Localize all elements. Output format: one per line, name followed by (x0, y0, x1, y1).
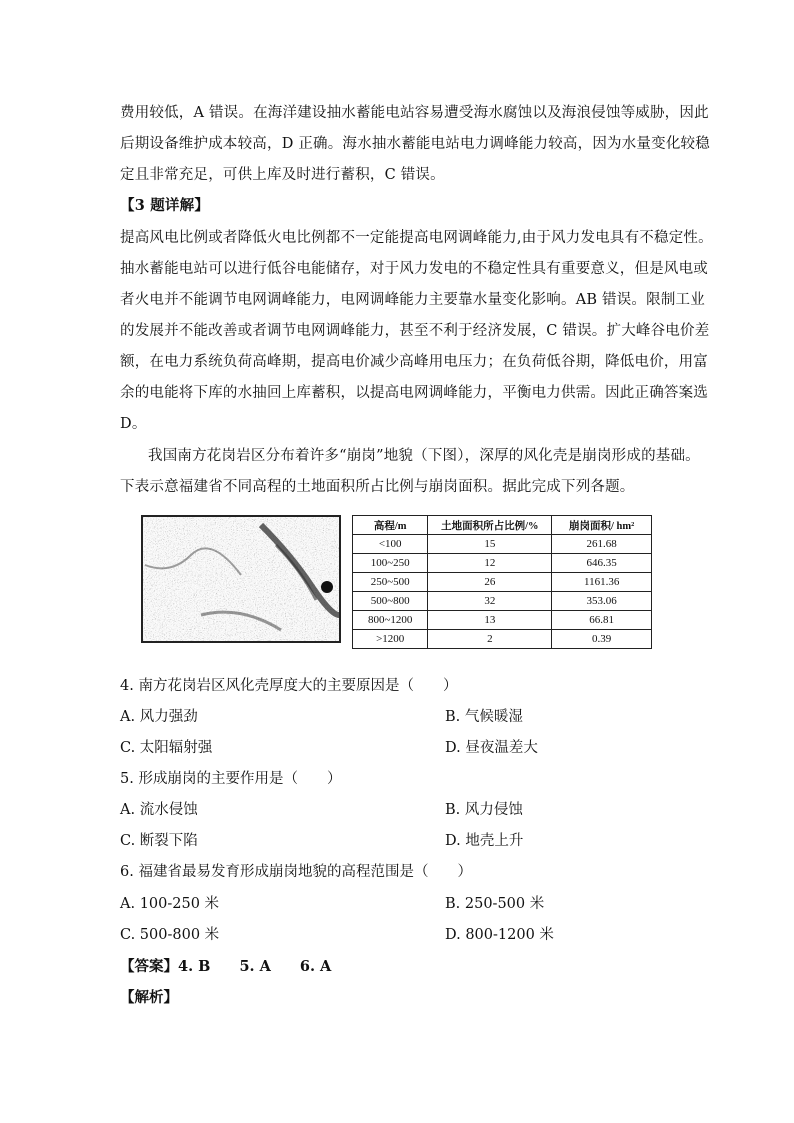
question-4-stem: 4. 南方花岗岩区风化壳厚度大的主要原因是（ ） (120, 678, 458, 694)
question-4-option-d[interactable]: D. 昼夜温差大 (445, 740, 538, 756)
intro-line-1: 费用较低，A 错误。在海洋建设抽水蓄能电站容易遭受海水腐蚀以及海浪侵蚀等威胁，因此 (120, 105, 709, 121)
question-5-option-a[interactable]: A. 流水侵蚀 (120, 802, 198, 818)
q3-line-2: 抽水蓄能电站可以进行低谷电能储存，对于风力发电的不稳定性具有重要意义，但是风电或 (120, 261, 708, 277)
table-row (353, 592, 652, 611)
question-5-option-b[interactable]: B. 风力侵蚀 (445, 802, 523, 818)
question-4-option-b[interactable]: B. 气候暖湿 (445, 709, 523, 725)
question-4-option-a[interactable]: A. 风力强劲 (120, 709, 198, 725)
cell-land-ratio: 12 (428, 554, 552, 573)
table-row (353, 611, 652, 630)
cell-area: 66.81 (552, 611, 652, 630)
q3-line-6: 余的电能将下库的水抽回上库蓄积，以提高电网调峰能力，平衡电力供需。因此正确答案选 (120, 385, 708, 401)
cell-area: 646.35 (552, 554, 652, 573)
q3-line-1: 提高风电比例或者降低火电比例都不一定能提高电网调峰能力,由于风力发电具有不稳定性。 (120, 230, 713, 246)
table-row (353, 535, 652, 554)
cell-elevation: 100~250 (353, 554, 428, 573)
answer-line: 【答案】4. B 5. A 6. A (120, 958, 332, 975)
question-5-option-c[interactable]: C. 断裂下陷 (120, 833, 198, 849)
table-row (353, 554, 652, 573)
passage-line-2: 下表示意福建省不同高程的土地面积所占比例与崩岗面积。据此完成下列各题。 (120, 479, 635, 495)
question-6-option-a[interactable]: A. 100-250 米 (120, 896, 220, 912)
cell-land-ratio: 2 (428, 630, 552, 649)
cell-land-ratio: 13 (428, 611, 552, 630)
table-row (353, 573, 652, 592)
cell-area: 0.39 (552, 630, 652, 649)
question-5-stem: 5. 形成崩岗的主要作用是（ ） (120, 771, 342, 787)
question-6-stem: 6. 福建省最易发育形成崩岗地貌的高程范围是（ ） (120, 864, 472, 880)
header-elevation: 高程/m (353, 516, 428, 535)
table-header-row (353, 516, 652, 535)
question-6-option-c[interactable]: C. 500-800 米 (120, 927, 220, 943)
cell-elevation: 250~500 (353, 573, 428, 592)
cell-land-ratio: 26 (428, 573, 552, 592)
cell-land-ratio: 15 (428, 535, 552, 554)
question-6-option-b[interactable]: B. 250-500 米 (445, 896, 545, 912)
cell-land-ratio: 32 (428, 592, 552, 611)
q3-line-3: 者火电并不能调节电网调峰能力，电网调峰能力主要靠水量变化影响。AB 错误。限制工业 (120, 292, 705, 308)
question-5-option-d[interactable]: D. 地壳上升 (445, 833, 524, 849)
cell-elevation: <100 (353, 535, 428, 554)
analysis-heading: 【解析】 (120, 989, 178, 1006)
q3-line-4: 的发展并不能改善或者调节电网调峰能力，甚至不利于经济发展，C 错误。扩大峰谷电价差 (120, 323, 710, 339)
header-land-ratio: 土地面积所占比例/% (428, 516, 552, 535)
cell-area: 1161.36 (552, 573, 652, 592)
cell-area: 261.68 (552, 535, 652, 554)
cell-elevation: >1200 (353, 630, 428, 649)
question-6-option-d[interactable]: D. 800-1200 米 (445, 927, 554, 943)
q3-line-5: 额，在电力系统负荷高峰期，提高电价减少高峰用电压力；在负荷低谷期，降低电价，用富 (120, 354, 708, 370)
question-4-option-c[interactable]: C. 太阳辐射强 (120, 740, 213, 756)
passage-line-1: 我国南方花岗岩区分布着许多“崩岗”地貌（下图），深厚的风化壳是崩岗形成的基础。 (148, 448, 700, 464)
intro-line-3: 定且非常充足，可供上库及时进行蓄积，C 错误。 (120, 167, 445, 183)
q3-heading: 【3 题详解】 (120, 197, 210, 214)
intro-line-2: 后期设备维护成本较高，D 正确。海水抽水蓄能电站电力调峰能力较高，因为水量变化较稳 (120, 136, 710, 152)
cell-elevation: 800~1200 (353, 611, 428, 630)
q3-line-7: D。 (120, 416, 147, 432)
cell-area: 353.06 (552, 592, 652, 611)
table-row (353, 630, 652, 649)
cell-elevation: 500~800 (353, 592, 428, 611)
elevation-table (352, 515, 652, 649)
header-benggang-area: 崩岗面积/ hm² (552, 516, 652, 535)
benggang-landform-photo (141, 515, 341, 643)
